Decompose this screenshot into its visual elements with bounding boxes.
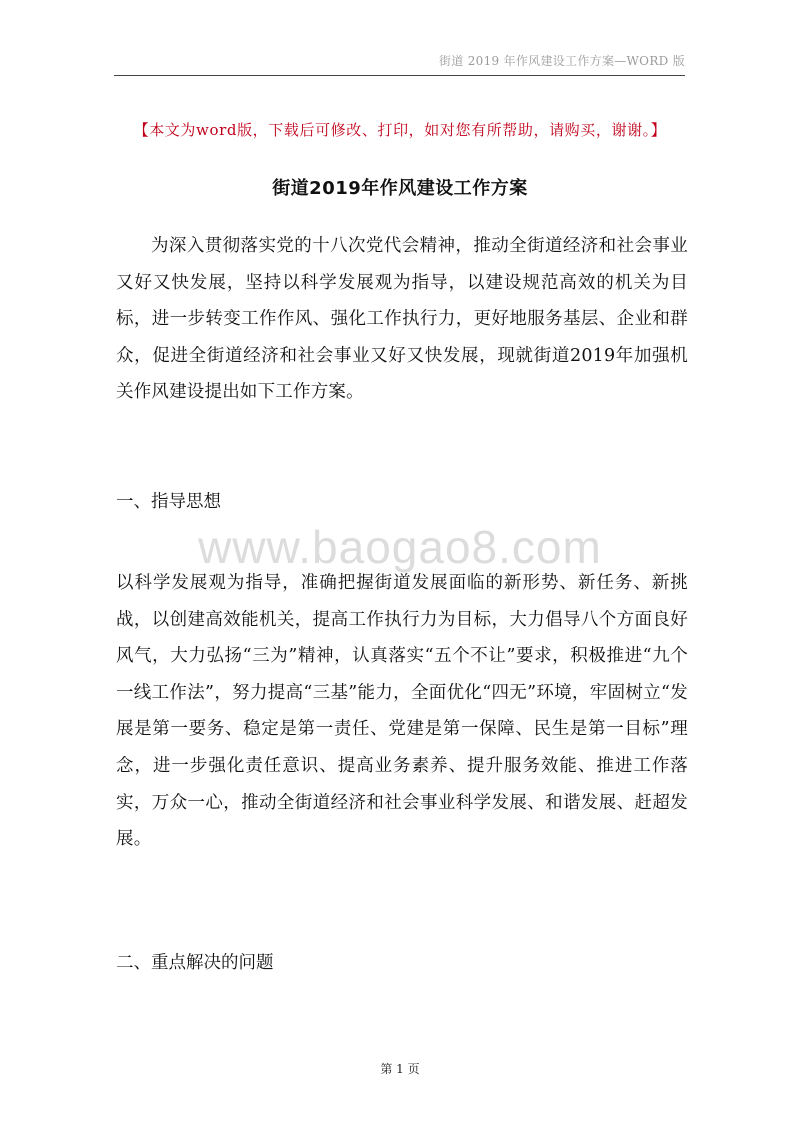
site-watermark: www.baogao8.com (198, 521, 602, 573)
purchase-notice: 【本文为word版，下载后可修改、打印，如对您有所帮助，请购买，谢谢。】 (133, 121, 667, 139)
section-heading-guiding-thought: 一、指导思想 (116, 492, 221, 512)
guiding-thought-paragraph: 以科学发展观为指导，准确把握街道发展面临的新形势、新任务、新挑战，以创建高效能机关，提高工作执行力为目标，大力倡导八个方面良好风气，大力弘扬“三为”精神，认真落实“五个不让”要求，积极推进“九个一线工作法”，努力提高“三基”能力，全面优化“四无”环境，牢固树立“发展是第一要务、稳定是第一责任、党建是第一保障、民生是第一目标”理念，进一步强化责任意识、提高业务素养、提升服务效能、推进工作落实，万众一心，推动全街道经济和社会事业科学发展、和谐发展、赶超发展。 (116, 573, 688, 850)
section-heading-key-problems: 二、重点解决的问题 (116, 953, 274, 973)
header-divider (114, 75, 685, 76)
page-number: 第 1 页 (380, 1062, 420, 1076)
running-header: 街道 2019 年作风建设工作方案—WORD 版 (438, 54, 685, 68)
intro-paragraph: 为深入贯彻落实党的十八次党代会精神，推动全街道经济和社会事业又好又快发展，坚持以科学发展观为指导，以建设规范高效的机关为目标，进一步转变工作作风、强化工作执行力，更好地服务基层、企业和群众，促进全街道经济和社会事业又好又快发展，现就街道2019年加强机关作风建设提出如下工作方案。 (116, 236, 688, 403)
document-title: 街道2019年作风建设工作方案 (272, 178, 528, 199)
